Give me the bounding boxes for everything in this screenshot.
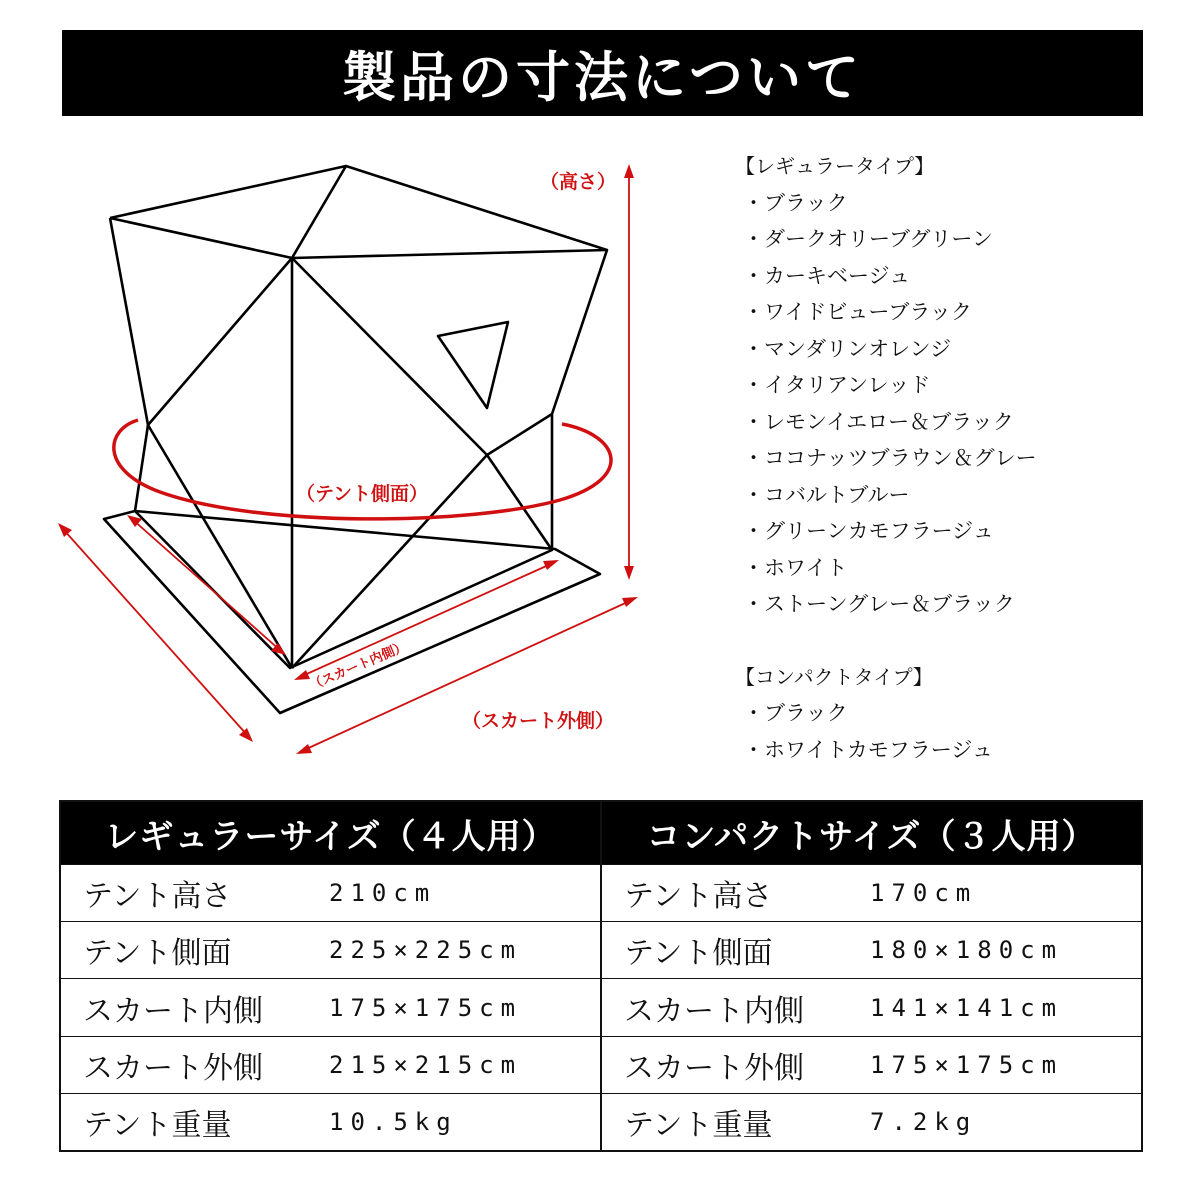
skirt-inner-arrow-head [543, 560, 559, 570]
table-row [602, 1093, 1141, 1150]
row-label: テント重量 [83, 1107, 232, 1143]
row-value: 141×141cm [870, 993, 1064, 1022]
skirt-outer-label: （スカート外側） [462, 710, 615, 732]
compact-size-header: コンパクトサイズ（３人用） [602, 802, 1141, 864]
row-value: 170cm [870, 879, 978, 908]
row-label: スカート外側 [624, 1050, 804, 1086]
skirt-outer-arrow-head [58, 523, 72, 537]
skirt-base [104, 511, 600, 713]
regular-size-header: レギュラーサイズ（４人用） [61, 802, 600, 864]
skirt-inner-label: （スカート内側） [307, 639, 410, 694]
row-value: 180×180cm [870, 936, 1064, 965]
tent-edge [110, 218, 292, 668]
color-item: ・ ストーングレー＆ブラック [735, 586, 1175, 623]
compact-size-column [600, 802, 1141, 1150]
row-label: スカート内側 [83, 993, 263, 1029]
tent-dimension-diagram [40, 140, 700, 780]
skirt-outer-arrow-head [296, 744, 312, 754]
table-row [61, 1093, 600, 1150]
row-value: 215×215cm [329, 1050, 523, 1079]
color-item: ・ ブラック [735, 185, 1175, 222]
row-value: 175×175cm [870, 1050, 1064, 1079]
table-row [61, 978, 600, 1035]
tent-outline [104, 166, 607, 713]
color-item: ・ グリーンカモフラージュ [735, 513, 1175, 550]
height-arrow-head [624, 566, 634, 580]
table-row [602, 1036, 1141, 1093]
row-label: テント側面 [83, 936, 232, 972]
size-spec-table [59, 800, 1143, 1152]
row-value: 7.2kg [870, 1107, 978, 1136]
row-value: 175×175cm [329, 993, 523, 1022]
skirt-outer-arrow-head [622, 597, 638, 607]
color-item: ・ イタリアンレッド [735, 367, 1175, 404]
side-label: （テント側面） [296, 483, 429, 505]
row-label: テント高さ [624, 879, 773, 915]
tent-edge [292, 258, 552, 455]
tent-edge [487, 455, 552, 550]
row-value: 10.5kg [329, 1107, 458, 1136]
height-label: （高さ） [540, 171, 617, 193]
page-title: 製品の寸法について [62, 30, 1143, 116]
tent-window [438, 322, 508, 408]
color-item: ・ ホワイト [735, 550, 1175, 587]
color-item: ・ ダークオリーブグリーン [735, 221, 1175, 258]
color-item: ・ ホワイトカモフラージュ [735, 732, 1175, 769]
color-item: ・ カーキベージュ [735, 258, 1175, 295]
table-row [602, 978, 1141, 1035]
color-item: ・ ワイドビューブラック [735, 294, 1175, 331]
row-label: テント重量 [624, 1107, 773, 1143]
height-arrow-head [624, 164, 634, 178]
table-row [61, 1036, 600, 1093]
color-item: ・ ブラック [735, 695, 1175, 732]
skirt-outer-arrow-head [239, 728, 253, 742]
spacer [735, 623, 1175, 659]
table-row [61, 921, 600, 978]
compact-colors-header: 【コンパクトタイプ】 [735, 664, 933, 689]
regular-size-column [61, 802, 600, 1150]
table-row [602, 921, 1141, 978]
color-item: ・ ココナッツブラウン＆グレー [735, 440, 1175, 477]
tent-body-outline [110, 166, 607, 668]
row-label: スカート内側 [624, 993, 804, 1029]
regular-colors-header: 【レギュラータイプ】 [735, 154, 935, 178]
row-label: テント高さ [83, 879, 232, 915]
row-value: 225×225cm [329, 936, 523, 965]
color-item: ・ レモンイエロー＆ブラック [735, 404, 1175, 441]
skirt-outer-arrow [63, 529, 248, 736]
row-label: スカート外側 [83, 1050, 263, 1086]
row-label: テント側面 [624, 936, 773, 972]
color-item: ・ マンダリンオレンジ [735, 331, 1175, 368]
row-value: 210cm [329, 879, 437, 908]
color-list [735, 148, 1175, 768]
table-row [61, 864, 600, 921]
color-item: ・ コバルトブルー [735, 477, 1175, 514]
table-row [602, 864, 1141, 921]
skirt-inner-arrow [300, 563, 553, 677]
skirt-inner-arrow-head [294, 670, 310, 680]
